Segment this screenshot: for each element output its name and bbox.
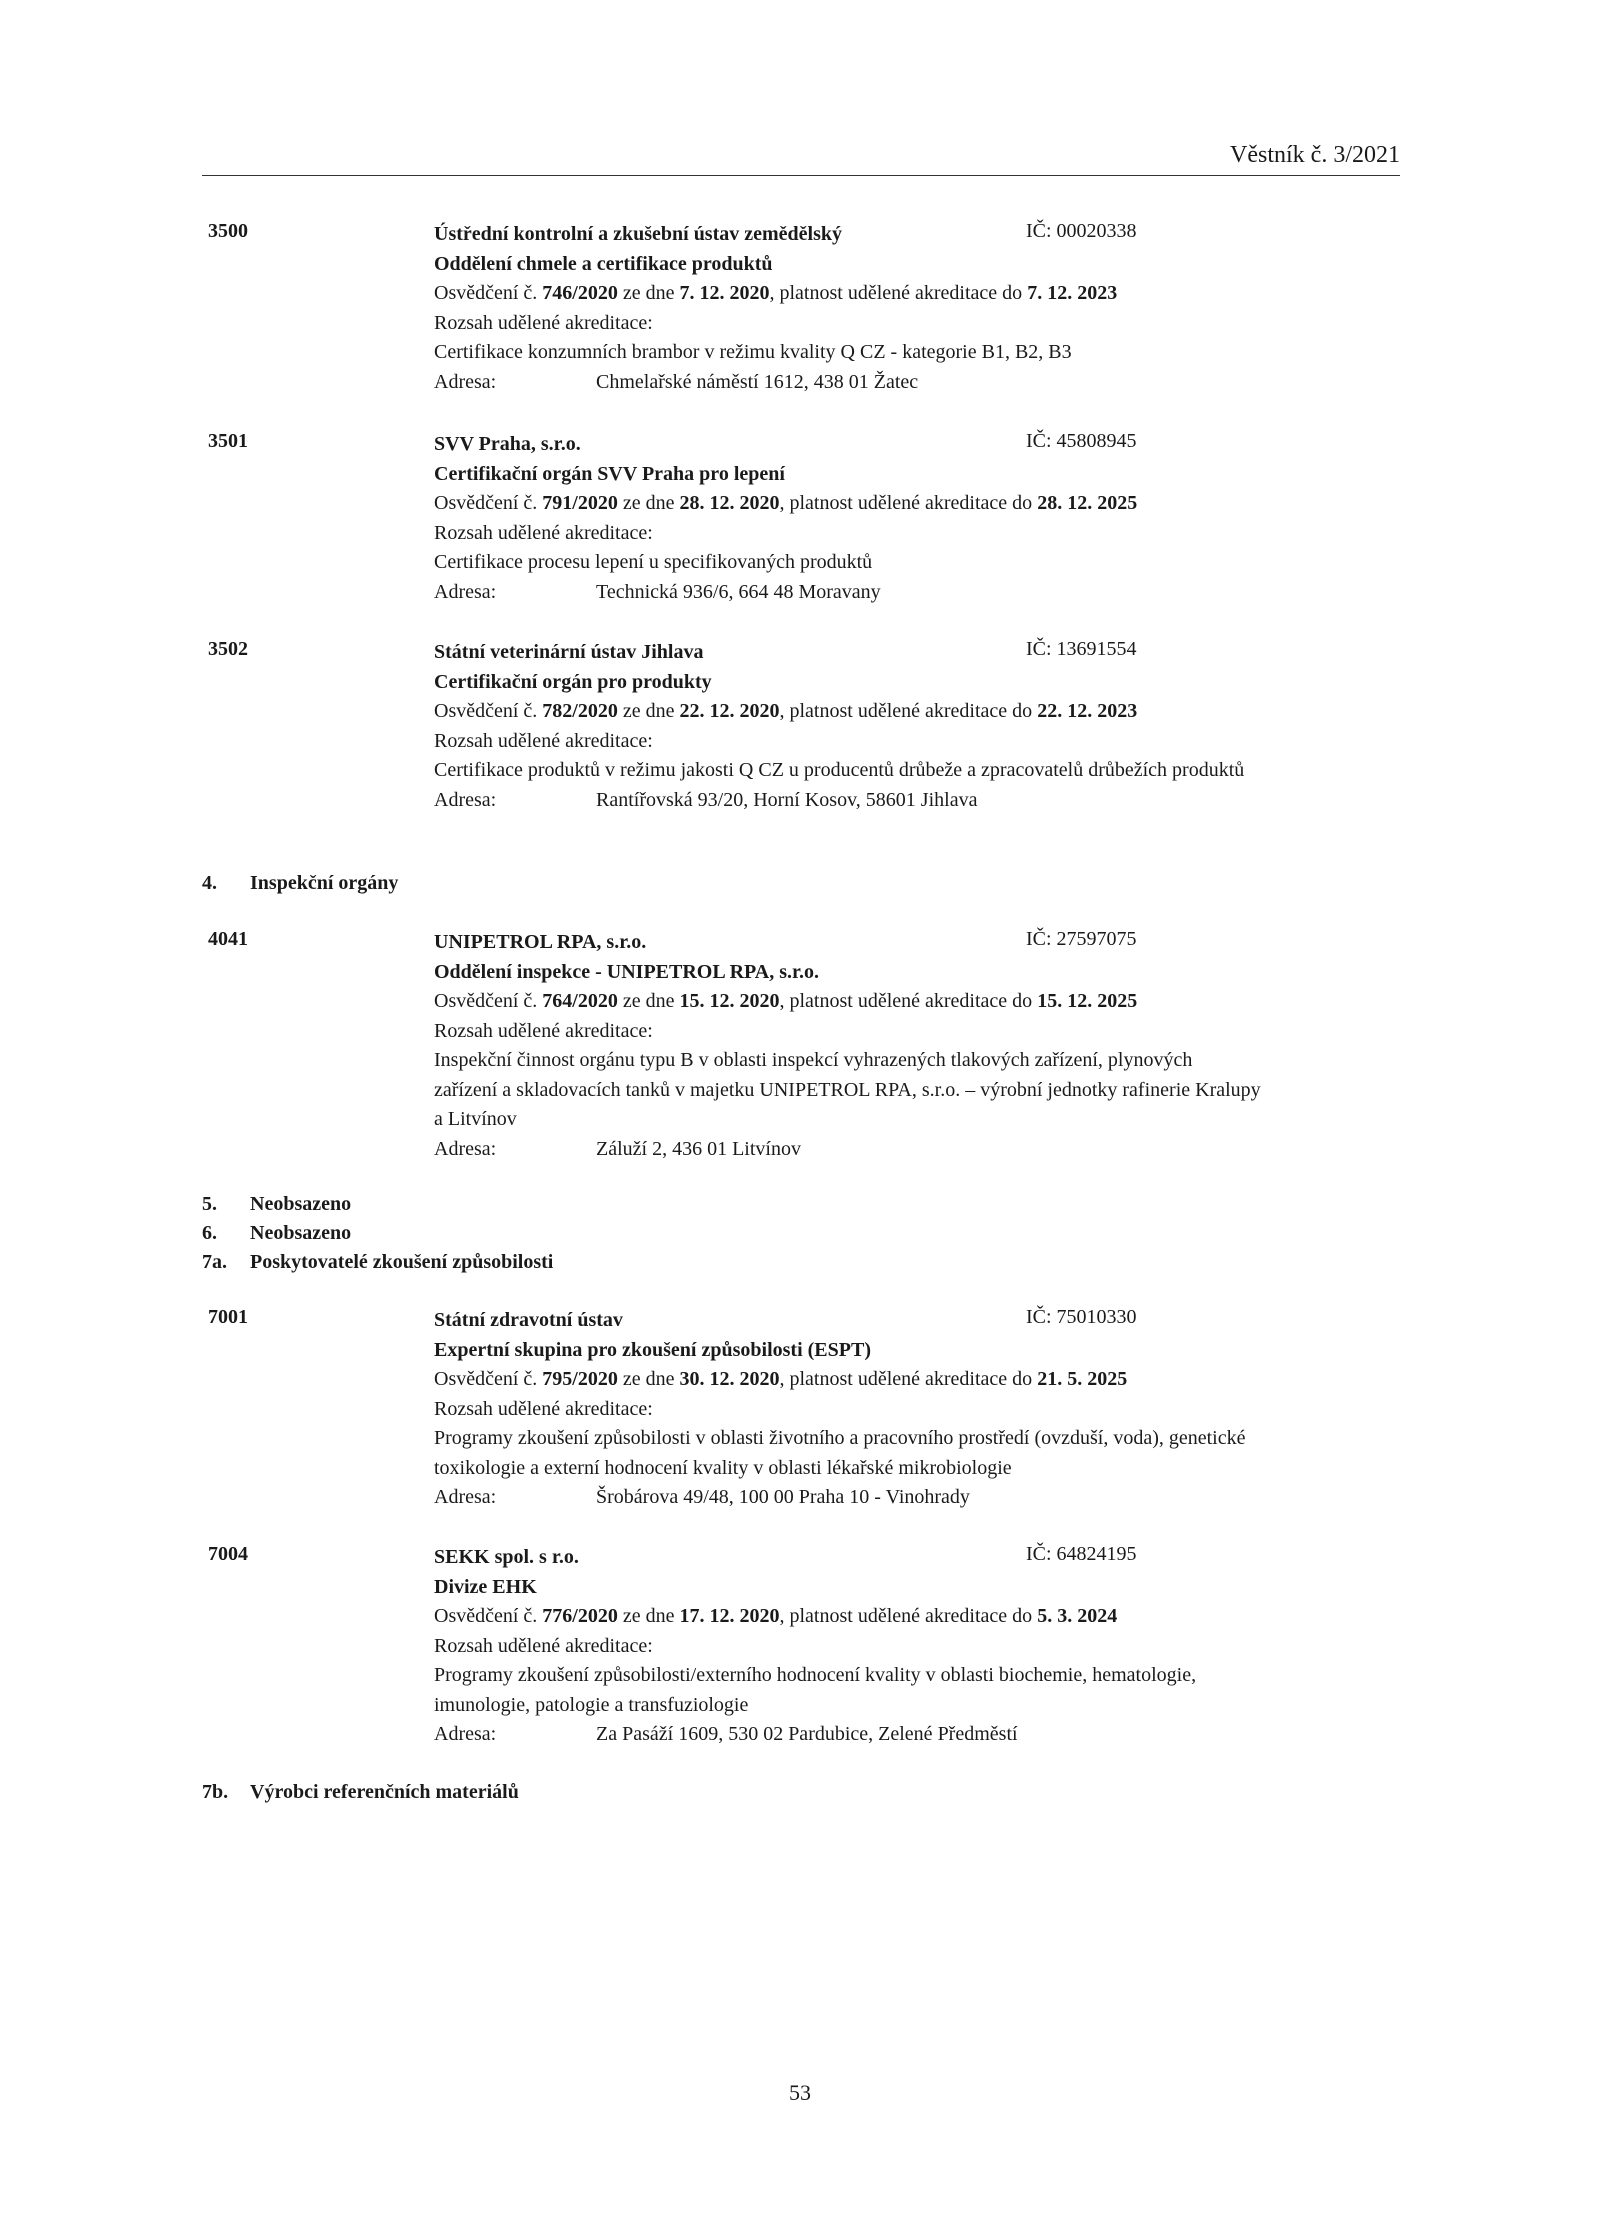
entry-number: 7004 — [208, 1543, 248, 1565]
certificate-line: Osvědčení č. 791/2020 ze dne 28. 12. 2020, platnost udělené akreditace do 28. 12. 2025 — [434, 492, 1138, 514]
address-line: Adresa: Záluží 2, 436 01 Litvínov — [434, 1137, 801, 1160]
scope-label: Rozsah udělené akreditace: — [434, 729, 653, 752]
organization-unit: Certifikační orgán SVV Praha pro lepení — [434, 462, 785, 485]
organization-name: Státní veterinární ústav Jihlava — [434, 641, 704, 663]
entry-number: 3501 — [208, 430, 248, 452]
organization-name: SEKK spol. s r.o. — [434, 1546, 579, 1568]
organization-unit: Oddělení inspekce - UNIPETROL RPA, s.r.o. — [434, 960, 820, 983]
certificate-line: Osvědčení č. 795/2020 ze dne 30. 12. 2020, platnost udělené akreditace do 21. 5. 2025 — [434, 1368, 1128, 1390]
entry-number: 3500 — [208, 220, 248, 242]
entry-number: 3502 — [208, 638, 248, 660]
scope-text-line: Programy zkoušení způsobilosti v oblasti životního a pracovního prostředí (ovzduší, voda), genetické — [434, 1427, 1246, 1449]
organization-name: Ústřední kontrolní a zkušební ústav zemědělský — [434, 223, 843, 245]
scope-label: Rozsah udělené akreditace: — [434, 521, 653, 544]
address-line: Adresa: Šrobárova 49/48, 100 00 Praha 10 - Vinohrady — [434, 1486, 970, 1508]
ic-number: IČ: 64824195 — [1026, 1543, 1137, 1565]
organization-unit: Expertní skupina pro zkoušení způsobilosti (ESPT) — [434, 1338, 871, 1361]
section-heading-4: 4. Inspekční orgány — [202, 872, 399, 894]
scope-label: Rozsah udělené akreditace: — [434, 1634, 653, 1657]
certificate-line: Osvědčení č. 746/2020 ze dne 7. 12. 2020, platnost udělené akreditace do 7. 12. 2023 — [434, 282, 1118, 304]
address-line: Adresa: Za Pasáží 1609, 530 02 Pardubice, Zelené Předměstí — [434, 1723, 1018, 1745]
section-heading-5: 5. Neobsazeno — [202, 1193, 352, 1215]
organization-unit: Oddělení chmele a certifikace produktů — [434, 252, 773, 275]
organization-name: SVV Praha, s.r.o. — [434, 433, 581, 455]
organization-name: UNIPETROL RPA, s.r.o. — [434, 931, 647, 953]
address-line: Adresa: Chmelařské náměstí 1612, 438 01 Žatec — [434, 370, 919, 393]
organization-name: Státní zdravotní ústav — [434, 1309, 623, 1331]
section-heading-7b: 7b. Výrobci referenčních materiálů — [202, 1781, 519, 1803]
address-line: Adresa: Rantířovská 93/20, Horní Kosov, 58601 Jihlava — [434, 788, 978, 811]
ic-number: IČ: 00020338 — [1026, 220, 1137, 242]
scope-label: Rozsah udělené akreditace: — [434, 1397, 653, 1420]
ic-number: IČ: 13691554 — [1026, 638, 1137, 660]
address-line: Adresa: Technická 936/6, 664 48 Moravany — [434, 580, 881, 603]
scope-text-line: Programy zkoušení způsobilosti/externího hodnocení kvality v oblasti biochemie, hematologie, — [434, 1664, 1197, 1686]
scope-label: Rozsah udělené akreditace: — [434, 311, 653, 334]
scope-text: Certifikace procesu lepení u specifikovaných produktů — [434, 551, 873, 573]
certificate-line: Osvědčení č. 764/2020 ze dne 15. 12. 2020, platnost udělené akreditace do 15. 12. 2025 — [434, 990, 1138, 1012]
scope-text: Certifikace produktů v režimu jakosti Q CZ u producentů drůbeže a zpracovatelů drůbežích produktů — [434, 759, 1245, 781]
ic-number: IČ: 75010330 — [1026, 1306, 1137, 1328]
organization-unit: Divize EHK — [434, 1575, 537, 1598]
entry-number: 4041 — [208, 928, 248, 950]
journal-title: Věstník č. 3/2021 — [1230, 142, 1400, 168]
scope-text-line: Inspekční činnost orgánu typu B v oblasti inspekcí vyhrazených tlakových zařízení, plynových — [434, 1049, 1193, 1071]
entry-number: 7001 — [208, 1306, 248, 1328]
ic-number: IČ: 45808945 — [1026, 430, 1137, 452]
header-divider — [202, 175, 1400, 176]
scope-label: Rozsah udělené akreditace: — [434, 1019, 653, 1042]
section-heading-6: 6. Neobsazeno — [202, 1222, 352, 1244]
scope-text-line: a Litvínov — [434, 1108, 517, 1130]
scope-text-line: zařízení a skladovacích tanků v majetku UNIPETROL RPA, s.r.o. – výrobní jednotky rafinerie Kralupy — [434, 1078, 1261, 1101]
page-number: 53 — [789, 2080, 811, 2105]
scope-text-line: imunologie, patologie a transfuziologie — [434, 1693, 749, 1716]
organization-unit: Certifikační orgán pro produkty — [434, 670, 712, 693]
ic-number: IČ: 27597075 — [1026, 928, 1137, 950]
certificate-line: Osvědčení č. 782/2020 ze dne 22. 12. 2020, platnost udělené akreditace do 22. 12. 2023 — [434, 700, 1138, 722]
certificate-line: Osvědčení č. 776/2020 ze dne 17. 12. 2020, platnost udělené akreditace do 5. 3. 2024 — [434, 1605, 1118, 1627]
scope-text-line: toxikologie a externí hodnocení kvality v oblasti lékařské mikrobiologie — [434, 1456, 1012, 1479]
section-heading-7a: 7a. Poskytovatelé zkoušení způsobilosti — [202, 1251, 554, 1273]
scope-text: Certifikace konzumních brambor v režimu kvality Q CZ - kategorie B1, B2, B3 — [434, 341, 1072, 363]
